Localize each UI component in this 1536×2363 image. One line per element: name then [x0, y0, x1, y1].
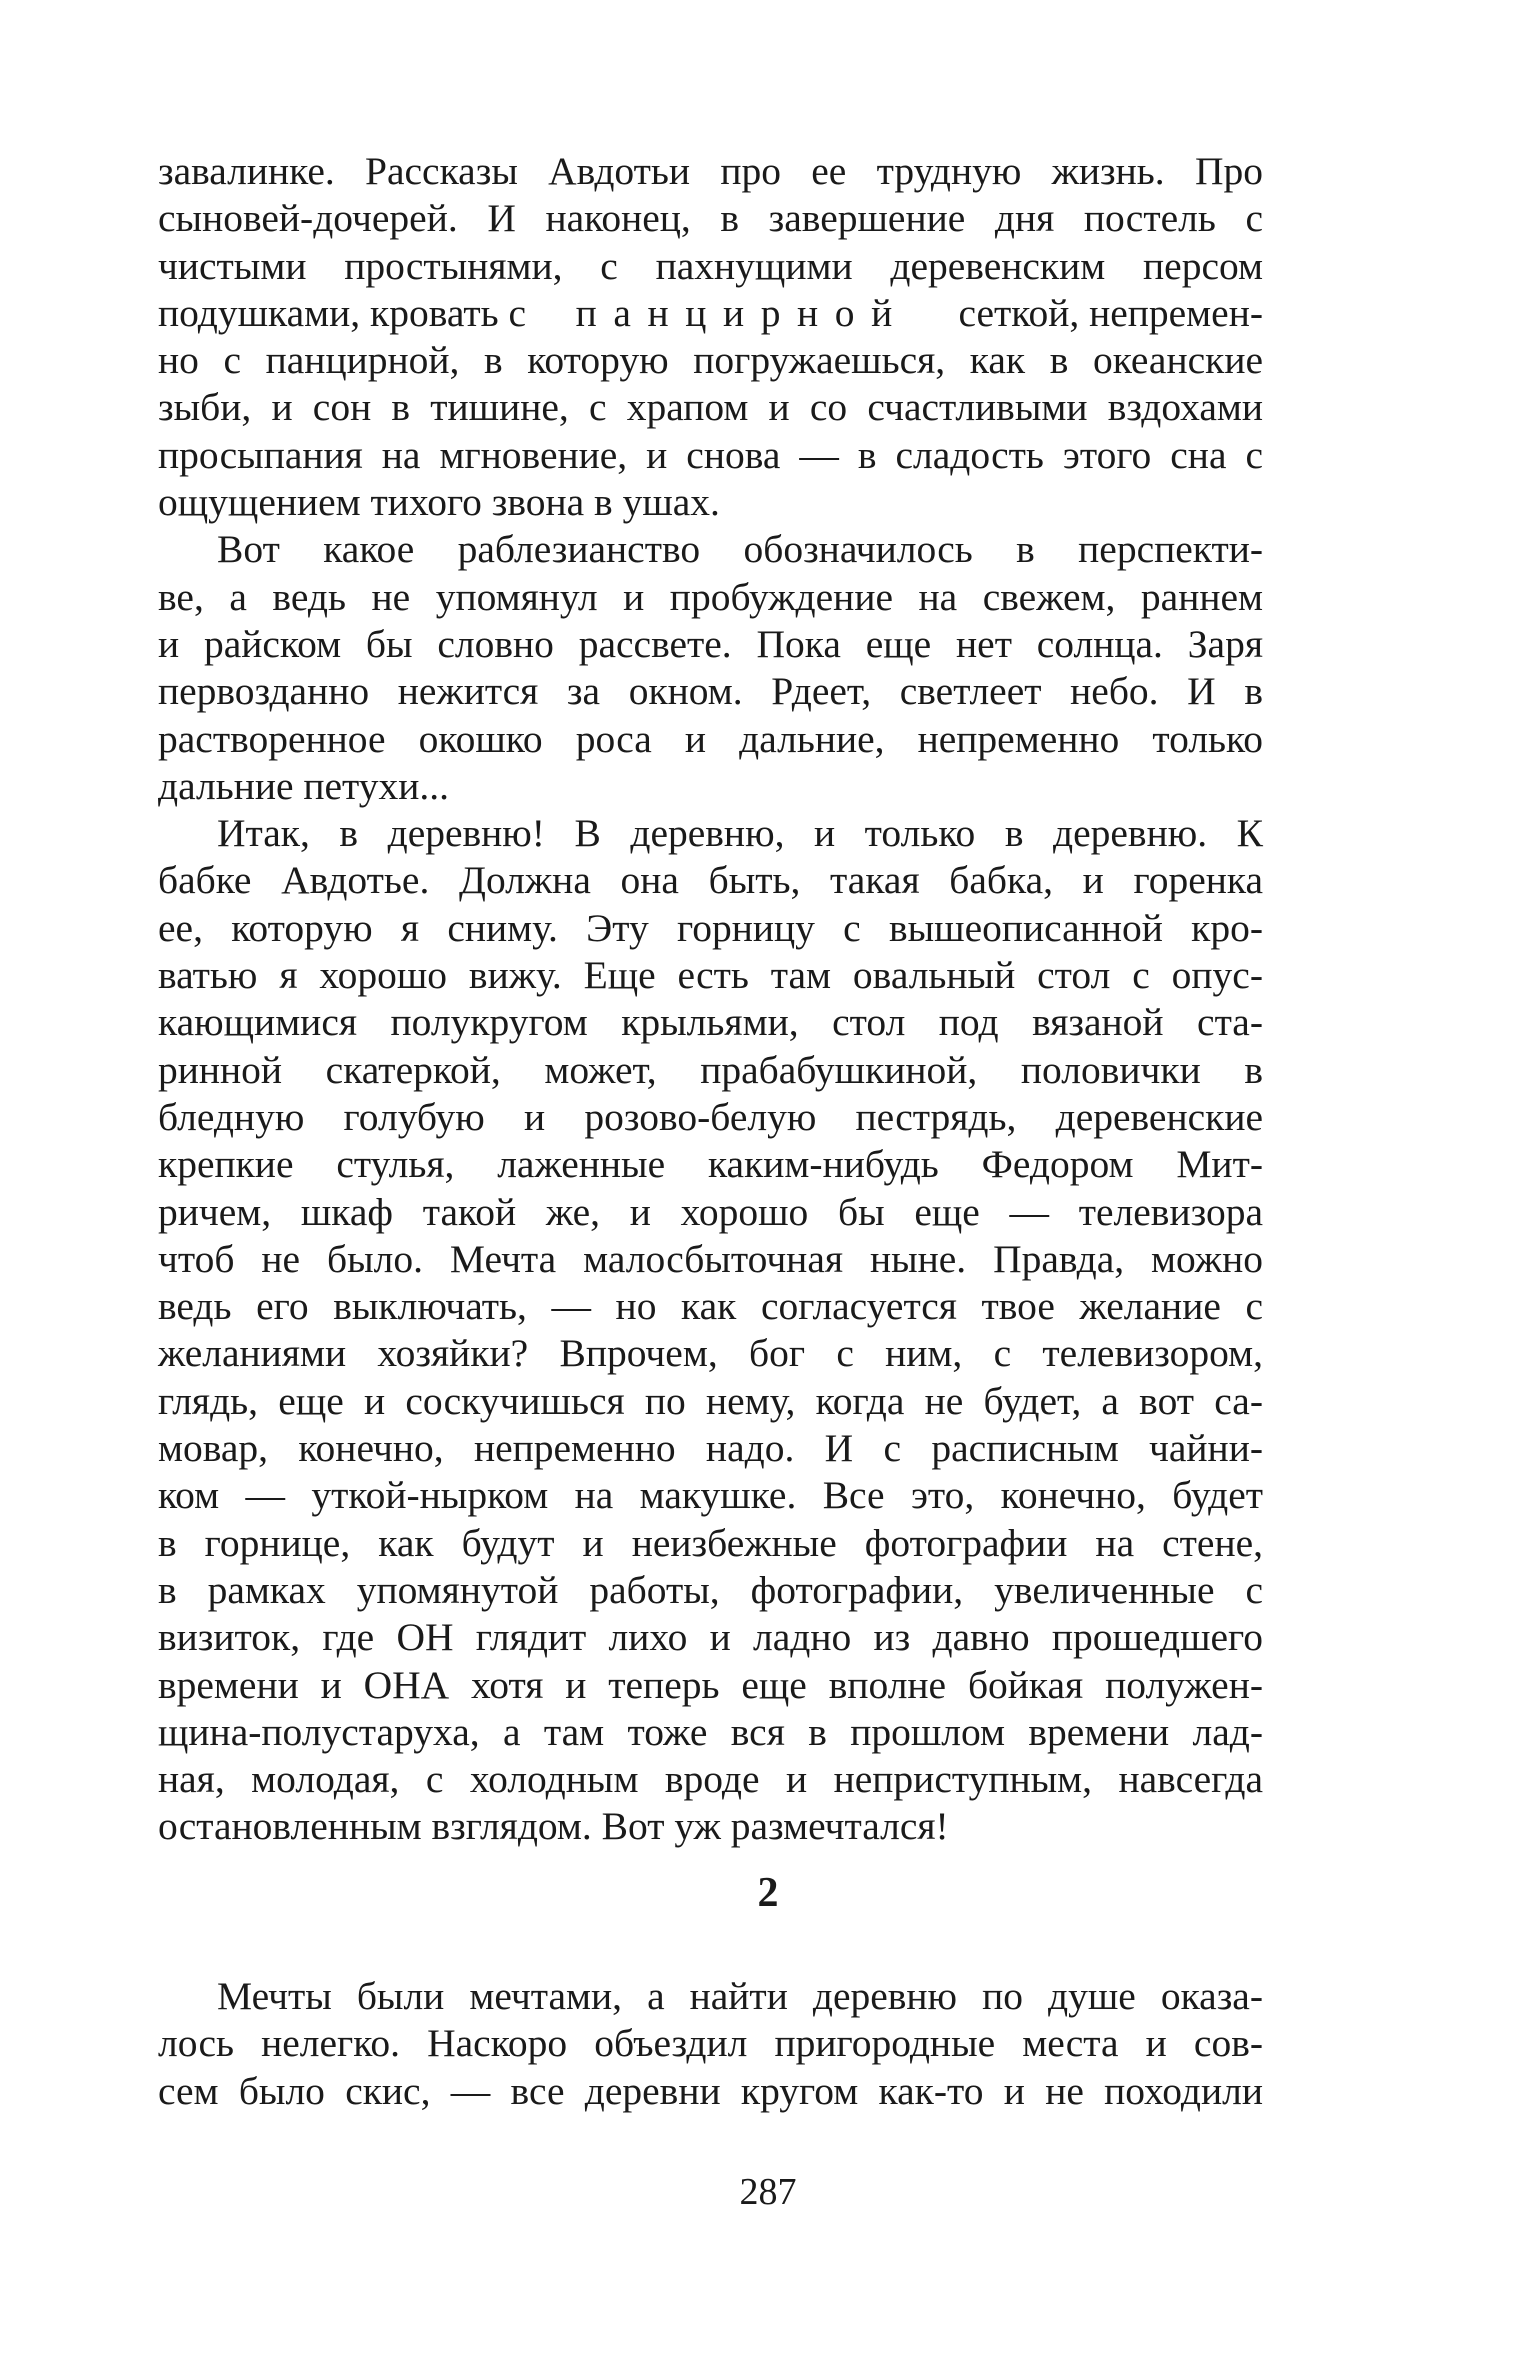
chapter-text	[158, 1973, 1263, 2115]
text-line: Вот какое раблезианство обозначилось в перспекти-	[217, 527, 1263, 572]
text-line: и райском бы словно рассвете. Пока еще нет солнца. Заря	[158, 621, 1263, 666]
text-line: Мечты были мечтами, а найти деревню по душе оказа-	[217, 1974, 1263, 2018]
text-line: чистыми простынями, с пахнущими деревенским персом	[158, 243, 1263, 288]
text-line: кающимися полукругом крыльями, стол под вязаной ста-	[158, 1000, 1263, 1045]
text-line-spaced	[158, 290, 1263, 337]
paragraph	[158, 526, 1263, 810]
text-line: желаниями хозяйки? Впрочем, бог с ним, с телевизором,	[158, 1331, 1263, 1376]
text-line: просыпания на мгновение, и снова — в сладость этого сна с	[158, 432, 1263, 477]
text-line: ринной скатеркой, может, прабабушкиной, половички в	[158, 1047, 1263, 1092]
text-line: дальние петухи...	[158, 763, 450, 808]
text-line: растворенное окошко роса и дальние, непременно только	[158, 716, 1263, 761]
text-fragment: сеткой, непремен-	[958, 290, 1263, 335]
text-line: ве, а ведь не упомянул и пробуждение на свежем, раннем	[158, 574, 1263, 619]
text-line: мовар, конечно, непременно надо. И с расписным чайни-	[158, 1426, 1263, 1471]
paragraph	[158, 810, 1263, 1851]
text-line: чтоб не было. Мечта малосбыточная ныне. Правда, можно	[158, 1236, 1263, 1281]
text-line: бабке Авдотье. Должна она быть, такая бабка, и горенка	[158, 858, 1263, 903]
text-line: щина-полустаруха, а там тоже вся в прошлом времени лад-	[158, 1709, 1263, 1754]
emphasized-word: панцирной	[575, 290, 909, 335]
text-line: ком — уткой-нырком на макушке. Все это, конечно, будет	[158, 1473, 1263, 1518]
text-line: остановленным взглядом. Вот уж размечтался!	[158, 1804, 949, 1849]
text-line: сыновей-дочерей. И наконец, в завершение дня постель с	[158, 196, 1263, 241]
text-line: Итак, в деревню! В деревню, и только в деревню. К	[217, 811, 1263, 856]
text-line: завалинке. Рассказы Авдотьи про ее трудную жизнь. Про	[158, 149, 1263, 193]
text-line: лось нелегко. Наскоро объездил пригородные места и сов-	[158, 2021, 1263, 2066]
text-line: сем было скис, — все деревни кругом как-то и не походили	[158, 2068, 1263, 2113]
text-line: в горнице, как будут и неизбежные фотографии на стене,	[158, 1520, 1263, 1565]
text-line: ее, которую я сниму. Эту горницу с вышеописанной кро-	[158, 905, 1263, 950]
page-number: 287	[739, 2171, 797, 2213]
text-line: ричем, шкаф такой же, и хорошо бы еще — телевизора	[158, 1189, 1263, 1234]
text-line: глядь, еще и соскучишься по нему, когда не будет, а вот са-	[158, 1378, 1263, 1423]
text-fragment: подушками, кровать с	[158, 290, 527, 335]
text-line: ощущением тихого звона в ушах.	[158, 480, 720, 525]
text-line: зыби, и сон в тишине, с храпом и со счастливыми вздохами	[158, 385, 1263, 430]
text-line: ная, молодая, с холодным вроде и неприступным, навсегда	[158, 1757, 1263, 1802]
chapter-number: 2	[757, 1870, 779, 1916]
text-line: бледную голубую и розово-белую пестрядь, деревенские	[158, 1094, 1263, 1139]
text-line: первозданно нежится за окном. Рдеет, светлеет небо. И в	[158, 669, 1263, 714]
text-line: времени и ОНА хотя и теперь еще вполне бойкая полужен-	[158, 1662, 1263, 1707]
text-line: в рамках упомянутой работы, фотографии, увеличенные с	[158, 1567, 1263, 1612]
text-line: ведь его выключать, — но как согласуется твое желание с	[158, 1284, 1263, 1329]
paragraph	[158, 148, 1263, 526]
main-text	[158, 148, 1263, 1851]
text-line: ватью я хорошо вижу. Еще есть там овальный стол с опус-	[158, 953, 1263, 998]
text-line: крепкие стулья, лаженные каким-нибудь Федором Мит-	[158, 1142, 1263, 1187]
text-line: визиток, где ОН глядит лихо и ладно из давно прошедшего	[158, 1615, 1263, 1660]
text-line: но с панцирной, в которую погружаешься, как в океанские	[158, 338, 1263, 383]
